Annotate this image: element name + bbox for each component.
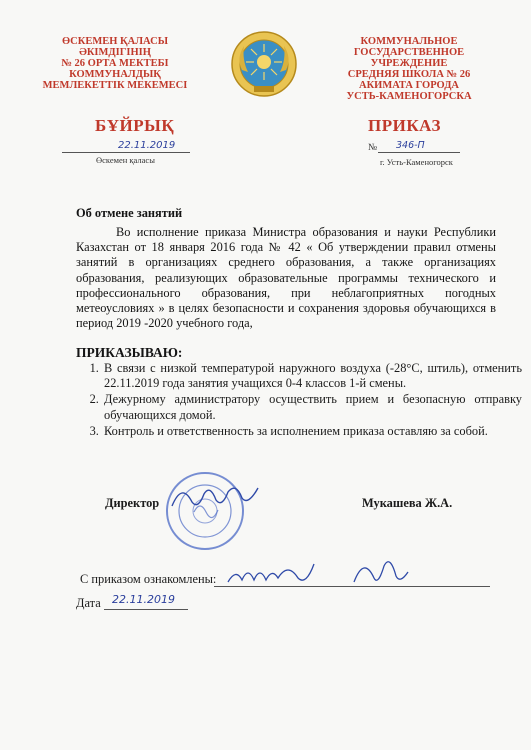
number-underline [378, 152, 460, 153]
director-signature-icon [170, 478, 260, 514]
header-ru-line: ГОСУДАРСТВЕННОЕ УЧРЕЖДЕНИЕ [353, 47, 465, 69]
header-kz-line: КОММУНАЛДЫҚ [69, 69, 161, 80]
signatory-name: Мукашева Ж.А. [362, 496, 453, 510]
order-date-handwritten: 22.11.2019 [118, 140, 176, 151]
header-kazakh [40, 36, 190, 91]
header-kz-line: ӨСКЕМЕН ҚАЛАСЫ [61, 36, 169, 47]
header-kz-line: № 26 ОРТА МЕКТЕБІ [61, 58, 169, 69]
order-word-russian: ПРИКАЗ [368, 116, 441, 135]
decree-word: ПРИКАЗЫВАЮ: [76, 345, 183, 360]
order-number-handwritten: 346-П [396, 140, 425, 151]
order-item: 3. Контроль и ответственность за исполнением приказа оставляю за собой. [102, 424, 522, 439]
date-line [104, 609, 188, 610]
header-kz-line: ӘКІМДІГІНІҢ [79, 47, 151, 58]
header-ru-line: УСТЬ-КАМЕНОГОРСКА [346, 91, 472, 102]
city-kazakh: Өскемен қаласы [96, 155, 155, 165]
date-label: Дата [76, 596, 101, 610]
preamble-text: Во исполнение приказа Министра образования и науки Республики Казахстан от 18 января 2016 года № 42 « Об утверждении правил отмены занятий в организациях среднего образования, а также организациях образования, реализующих образовательные программы технического и профессионального образования, при неблагоприятных погодных метеоусловиях » в целях безопасности и сохранения здоровья обучающихся в период 2019 -2020 учебного года, [76, 225, 496, 331]
date-handwritten: 22.11.2019 [112, 593, 175, 606]
state-emblem-icon [230, 30, 298, 98]
signatory-position: Директор [105, 496, 160, 510]
preamble-paragraph [76, 225, 496, 331]
date-underline [62, 152, 190, 153]
order-word-kazakh: БҰЙРЫҚ [95, 116, 175, 135]
order-items-list [76, 361, 522, 440]
header-ru-line: АКИМАТА ГОРОДА [358, 80, 459, 91]
header-russian [318, 36, 500, 102]
order-item: 2. Дежурному администратору осуществить прием и безопасную отправку обучающихся домой. [102, 392, 522, 422]
order-number-prefix: № [368, 143, 378, 153]
employee-signature-icon [226, 556, 316, 590]
acquainted-label: С приказом ознакомлены: [80, 572, 217, 586]
header-kz-line: МЕМЛЕКЕТТІК МЕКЕМЕСІ [42, 80, 188, 91]
document-title: Об отмене занятий [76, 206, 183, 220]
header-ru-line: КОММУНАЛЬНОЕ [360, 36, 458, 47]
order-item: 1. В связи с низкой температурой наружного воздуха (-28°С, штиль), отменить 22.11.2019 года занятия учащихся 0-4 классов 1-й смены. [102, 361, 522, 391]
header-ru-line: СРЕДНЯЯ ШКОЛА № 26 [347, 69, 471, 80]
employee-signature-icon [350, 552, 410, 590]
city-russian: г. Усть-Каменогорск [380, 157, 453, 167]
